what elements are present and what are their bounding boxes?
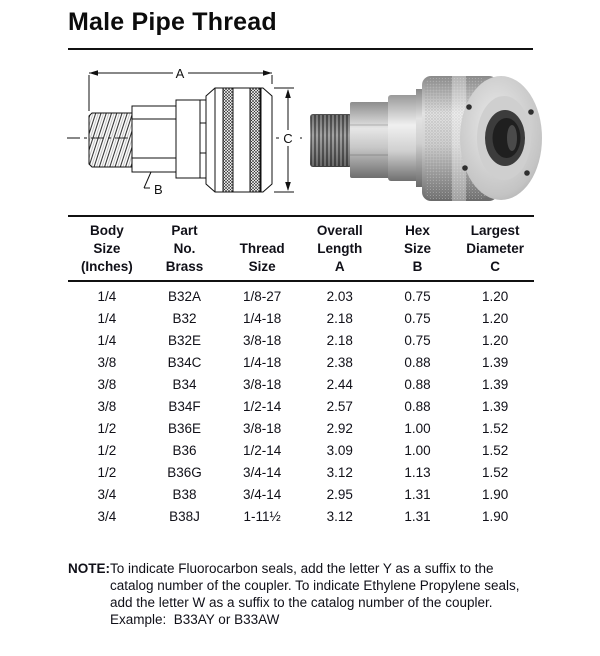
header-line: Part <box>171 223 198 238</box>
table-row <box>68 373 534 395</box>
page-title: Male Pipe Thread <box>68 8 277 36</box>
header-line: No. <box>173 241 196 256</box>
cell-hex-size: 0.88 <box>404 376 431 392</box>
cell-overall-length: 3.12 <box>326 508 353 524</box>
cell-overall-length: 2.18 <box>326 332 353 348</box>
drawing-collar <box>176 100 206 178</box>
cell-body-size: 1/4 <box>97 288 117 304</box>
screw-hole <box>462 165 468 171</box>
cell-part-no: B36G <box>167 464 202 480</box>
photo-collar <box>388 89 426 187</box>
cell-part-no: B34F <box>168 398 201 414</box>
note-section <box>68 560 520 628</box>
header-line: Diameter <box>466 241 525 256</box>
col-header-part-no <box>146 216 224 281</box>
screw-hole <box>528 109 534 115</box>
cell-part-no: B32E <box>167 332 201 348</box>
cell-largest-diameter: 1.39 <box>482 354 509 370</box>
header-line: Hex <box>405 223 430 238</box>
dimension-b <box>144 172 163 197</box>
header-line: C <box>490 259 501 274</box>
cell-thread-size: 3/8-18 <box>243 420 282 436</box>
cell-body-size: 1/2 <box>97 442 117 458</box>
cell-body-size: 1/2 <box>97 420 117 436</box>
cell-thread-size: 1/2-14 <box>243 398 282 414</box>
cell-hex-size: 1.31 <box>404 508 431 524</box>
cell-largest-diameter: 1.39 <box>482 398 509 414</box>
cell-body-size: 1/2 <box>97 464 117 480</box>
product-photo <box>302 61 546 209</box>
note-text: To indicate Fluorocarbon seals, add the letter Y as a suffix to the catalog number of the coupler. To indicate Ethylene Propylene seals, add the letter W as a suffix to the catalog number of the coupler. <box>110 561 520 610</box>
cell-part-no: B34 <box>172 376 197 392</box>
note-body <box>110 560 520 628</box>
cell-overall-length: 2.03 <box>326 288 353 304</box>
screw-hole <box>466 104 472 110</box>
cell-hex-size: 1.31 <box>404 486 431 502</box>
cell-body-size: 3/4 <box>97 508 117 524</box>
header-line: A <box>334 259 345 274</box>
cell-thread-size: 1/4-18 <box>243 310 282 326</box>
spec-table-header <box>68 216 534 281</box>
cell-largest-diameter: 1.52 <box>482 442 509 458</box>
cell-part-no: B36E <box>167 420 201 436</box>
cell-thread-size: 3/4-14 <box>243 464 282 480</box>
cell-part-no: B38 <box>172 486 197 502</box>
header-line: Brass <box>165 259 204 274</box>
cell-body-size: 3/8 <box>97 398 117 414</box>
cell-hex-size: 0.75 <box>404 310 431 326</box>
table-row <box>68 281 534 307</box>
table-row <box>68 461 534 483</box>
table-row <box>68 351 534 373</box>
cell-overall-length: 2.38 <box>326 354 353 370</box>
cell-hex-size: 0.88 <box>404 354 431 370</box>
title-divider <box>68 48 533 50</box>
spec-table-body <box>68 281 534 527</box>
header-line: Body <box>89 223 124 238</box>
dim-label-a: A <box>175 66 185 81</box>
table-row <box>68 505 534 527</box>
cell-thread-size: 1-11½ <box>243 508 281 524</box>
cell-largest-diameter: 1.52 <box>482 464 509 480</box>
cell-overall-length: 2.18 <box>326 310 353 326</box>
header-line: (Inches) <box>80 259 133 274</box>
header-line: Overall <box>316 223 363 238</box>
cell-overall-length: 2.92 <box>326 420 353 436</box>
cell-body-size: 3/4 <box>97 486 117 502</box>
table-row <box>68 307 534 329</box>
header-row <box>68 216 534 281</box>
cell-hex-size: 1.00 <box>404 420 431 436</box>
cell-part-no: B34C <box>167 354 202 370</box>
dimension-c <box>274 88 296 192</box>
col-header-body-size <box>68 216 146 281</box>
cell-overall-length: 3.09 <box>326 442 353 458</box>
dim-label-b: B <box>154 182 163 197</box>
header-line: Size <box>93 241 121 256</box>
drawing-hex <box>132 106 176 172</box>
cell-overall-length: 2.95 <box>326 486 353 502</box>
cell-largest-diameter: 1.20 <box>482 288 509 304</box>
cell-largest-diameter: 1.90 <box>482 486 509 502</box>
cell-thread-size: 1/4-18 <box>243 354 282 370</box>
drawing-body <box>206 88 272 192</box>
table-row <box>68 483 534 505</box>
note-label: NOTE: <box>68 561 110 576</box>
cell-overall-length: 3.12 <box>326 464 353 480</box>
table-row <box>68 417 534 439</box>
cell-hex-size: 0.75 <box>404 288 431 304</box>
cell-body-size: 3/8 <box>97 354 117 370</box>
cell-hex-size: 0.88 <box>404 398 431 414</box>
table-row <box>68 439 534 461</box>
cell-largest-diameter: 1.52 <box>482 420 509 436</box>
header-line: B <box>412 259 423 274</box>
cell-part-no: B36 <box>172 442 197 458</box>
cell-thread-size: 1/8-27 <box>243 288 282 304</box>
photo-hex-nut <box>350 102 390 178</box>
spec-table <box>68 215 534 527</box>
table-row <box>68 329 534 351</box>
cell-overall-length: 2.44 <box>326 376 353 392</box>
header-line: Length <box>317 241 363 256</box>
cell-part-no: B32A <box>167 288 201 304</box>
header-line: Largest <box>470 223 520 238</box>
cell-body-size: 1/4 <box>97 310 117 326</box>
photo-thread-stub <box>310 114 352 167</box>
cell-overall-length: 2.57 <box>326 398 353 414</box>
cell-body-size: 3/8 <box>97 376 117 392</box>
cell-thread-size: 3/8-18 <box>243 376 282 392</box>
photo-end-face <box>460 76 542 200</box>
cell-largest-diameter: 1.90 <box>482 508 509 524</box>
col-header-hex-size <box>379 216 457 281</box>
cell-largest-diameter: 1.39 <box>482 376 509 392</box>
cell-hex-size: 1.13 <box>404 464 431 480</box>
col-header-thread-size <box>223 216 301 281</box>
knurl-band <box>250 88 260 192</box>
col-header-largest-diameter <box>456 216 534 281</box>
col-header-overall-length <box>301 216 379 281</box>
cell-thread-size: 3/4-14 <box>243 486 282 502</box>
knurl-band <box>223 88 233 192</box>
cell-hex-size: 1.00 <box>404 442 431 458</box>
technical-drawing <box>64 62 306 208</box>
header-line: Size <box>248 259 276 274</box>
header-line: Size <box>403 241 431 256</box>
cell-largest-diameter: 1.20 <box>482 332 509 348</box>
note-example: Example: B33AY or B33AW <box>110 612 280 627</box>
cell-thread-size: 3/8-18 <box>243 332 282 348</box>
drawing-thread <box>89 113 132 167</box>
cell-part-no: B38J <box>169 508 200 524</box>
cell-largest-diameter: 1.20 <box>482 310 509 326</box>
header-line: Thread <box>239 241 285 256</box>
table-row <box>68 395 534 417</box>
screw-hole <box>524 170 530 176</box>
cell-hex-size: 0.75 <box>404 332 431 348</box>
cell-body-size: 1/4 <box>97 332 117 348</box>
cell-thread-size: 1/2-14 <box>243 442 282 458</box>
dim-label-c: C <box>283 131 293 146</box>
cell-part-no: B32 <box>172 310 197 326</box>
